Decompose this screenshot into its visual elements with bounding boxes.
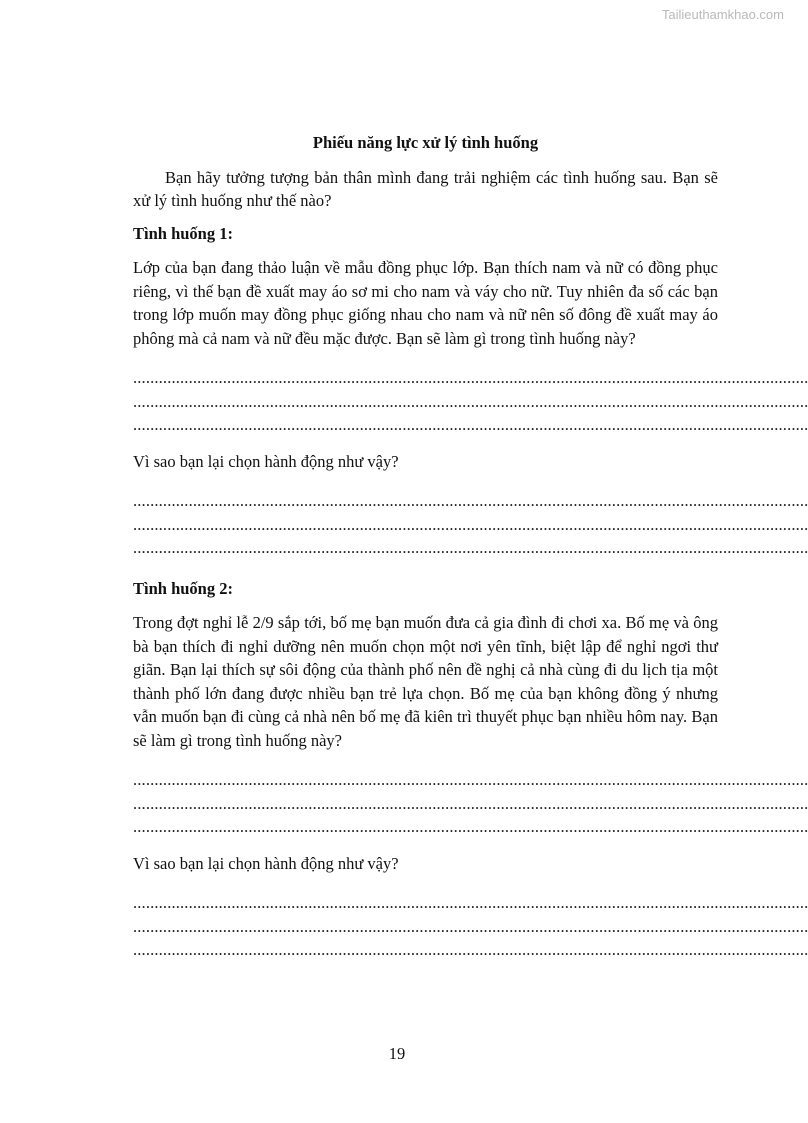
reason-question: Vì sao bạn lại chọn hành động như vậy? <box>133 451 399 471</box>
worksheet <box>133 131 808 975</box>
intro-paragraph: Bạn hãy tưởng tượng bản thân mình đang trải nghiệm các tình huống sau. Bạn sẽ xử lý tình huống như thế nào? <box>133 167 718 210</box>
situation-text: Lớp của bạn đang thảo luận về mẫu đồng phục lớp. Bạn thích nam và nữ có đồng phục riêng, vì thế bạn đề xuất may áo sơ mi cho nam và váy cho nữ. Tuy nhiên đa số các bạn trong lớp muốn may đồng phục giống nhau cho nam và nữ nên số đông đề xuất may áo phông mà cả nam và nữ đều mặc được. Bạn sẽ làm gì trong tình huống này? <box>133 258 718 348</box>
page-title: Phiếu năng lực xử lý tình huống <box>312 133 539 152</box>
answer-lines[interactable] <box>133 366 808 437</box>
reason-question: Vì sao bạn lại chọn hành động như vậy? <box>133 853 399 873</box>
answer-line[interactable]: .............................................................................................................................................................. <box>133 514 808 534</box>
answer-line[interactable]: .............................................................................................................................................................. <box>133 940 808 959</box>
answer-line[interactable]: .............................................................................................................................................................. <box>133 391 808 411</box>
situation-1 <box>133 222 808 560</box>
situation-heading: Tình huống 1: <box>133 223 233 243</box>
answer-line[interactable]: .............................................................................................................................................................. <box>133 817 808 836</box>
answer-line[interactable]: .............................................................................................................................................................. <box>133 368 808 387</box>
situation-text: Trong đợt nghỉ lễ 2/9 sắp tới, bố mẹ bạn muốn đưa cả gia đình đi chơi xa. Bố mẹ và ông bà bạn thích đi nghỉ dưỡng nên muốn chọn một nơi yên tĩnh, biệt lập để nghỉ ngơi thư giãn. Bạn lại thích sự sôi động của thành phố nên đề nghị cả nhà cùng đi du lịch tịa một thành phố lớn đang được nhiều bạn trẻ lựa chọn. Bố mẹ của bạn không đồng ý nhưng vẫn muốn bạn đi cùng cả nhà nên bố mẹ đã kiên trì thuyết phục bạn nhiều hôm nay. Bạn sẽ làm gì trong tình huống này? <box>133 613 718 750</box>
watermark: Tailieuthamkhao.com <box>661 7 784 22</box>
page-number: 19 <box>388 1044 406 1063</box>
answer-lines[interactable] <box>133 768 808 839</box>
answer-line[interactable]: .............................................................................................................................................................. <box>133 415 808 434</box>
answer-line[interactable]: .............................................................................................................................................................. <box>133 491 808 510</box>
answer-line[interactable]: .............................................................................................................................................................. <box>133 538 808 557</box>
answer-line[interactable]: .............................................................................................................................................................. <box>133 893 808 912</box>
answer-line[interactable]: .............................................................................................................................................................. <box>133 793 808 813</box>
answer-line[interactable]: .............................................................................................................................................................. <box>133 916 808 936</box>
answer-line[interactable]: .............................................................................................................................................................. <box>133 770 808 789</box>
situation-2 <box>133 577 808 962</box>
reason-lines[interactable] <box>133 489 808 560</box>
reason-lines[interactable] <box>133 891 808 962</box>
situation-heading: Tình huống 2: <box>133 578 233 598</box>
